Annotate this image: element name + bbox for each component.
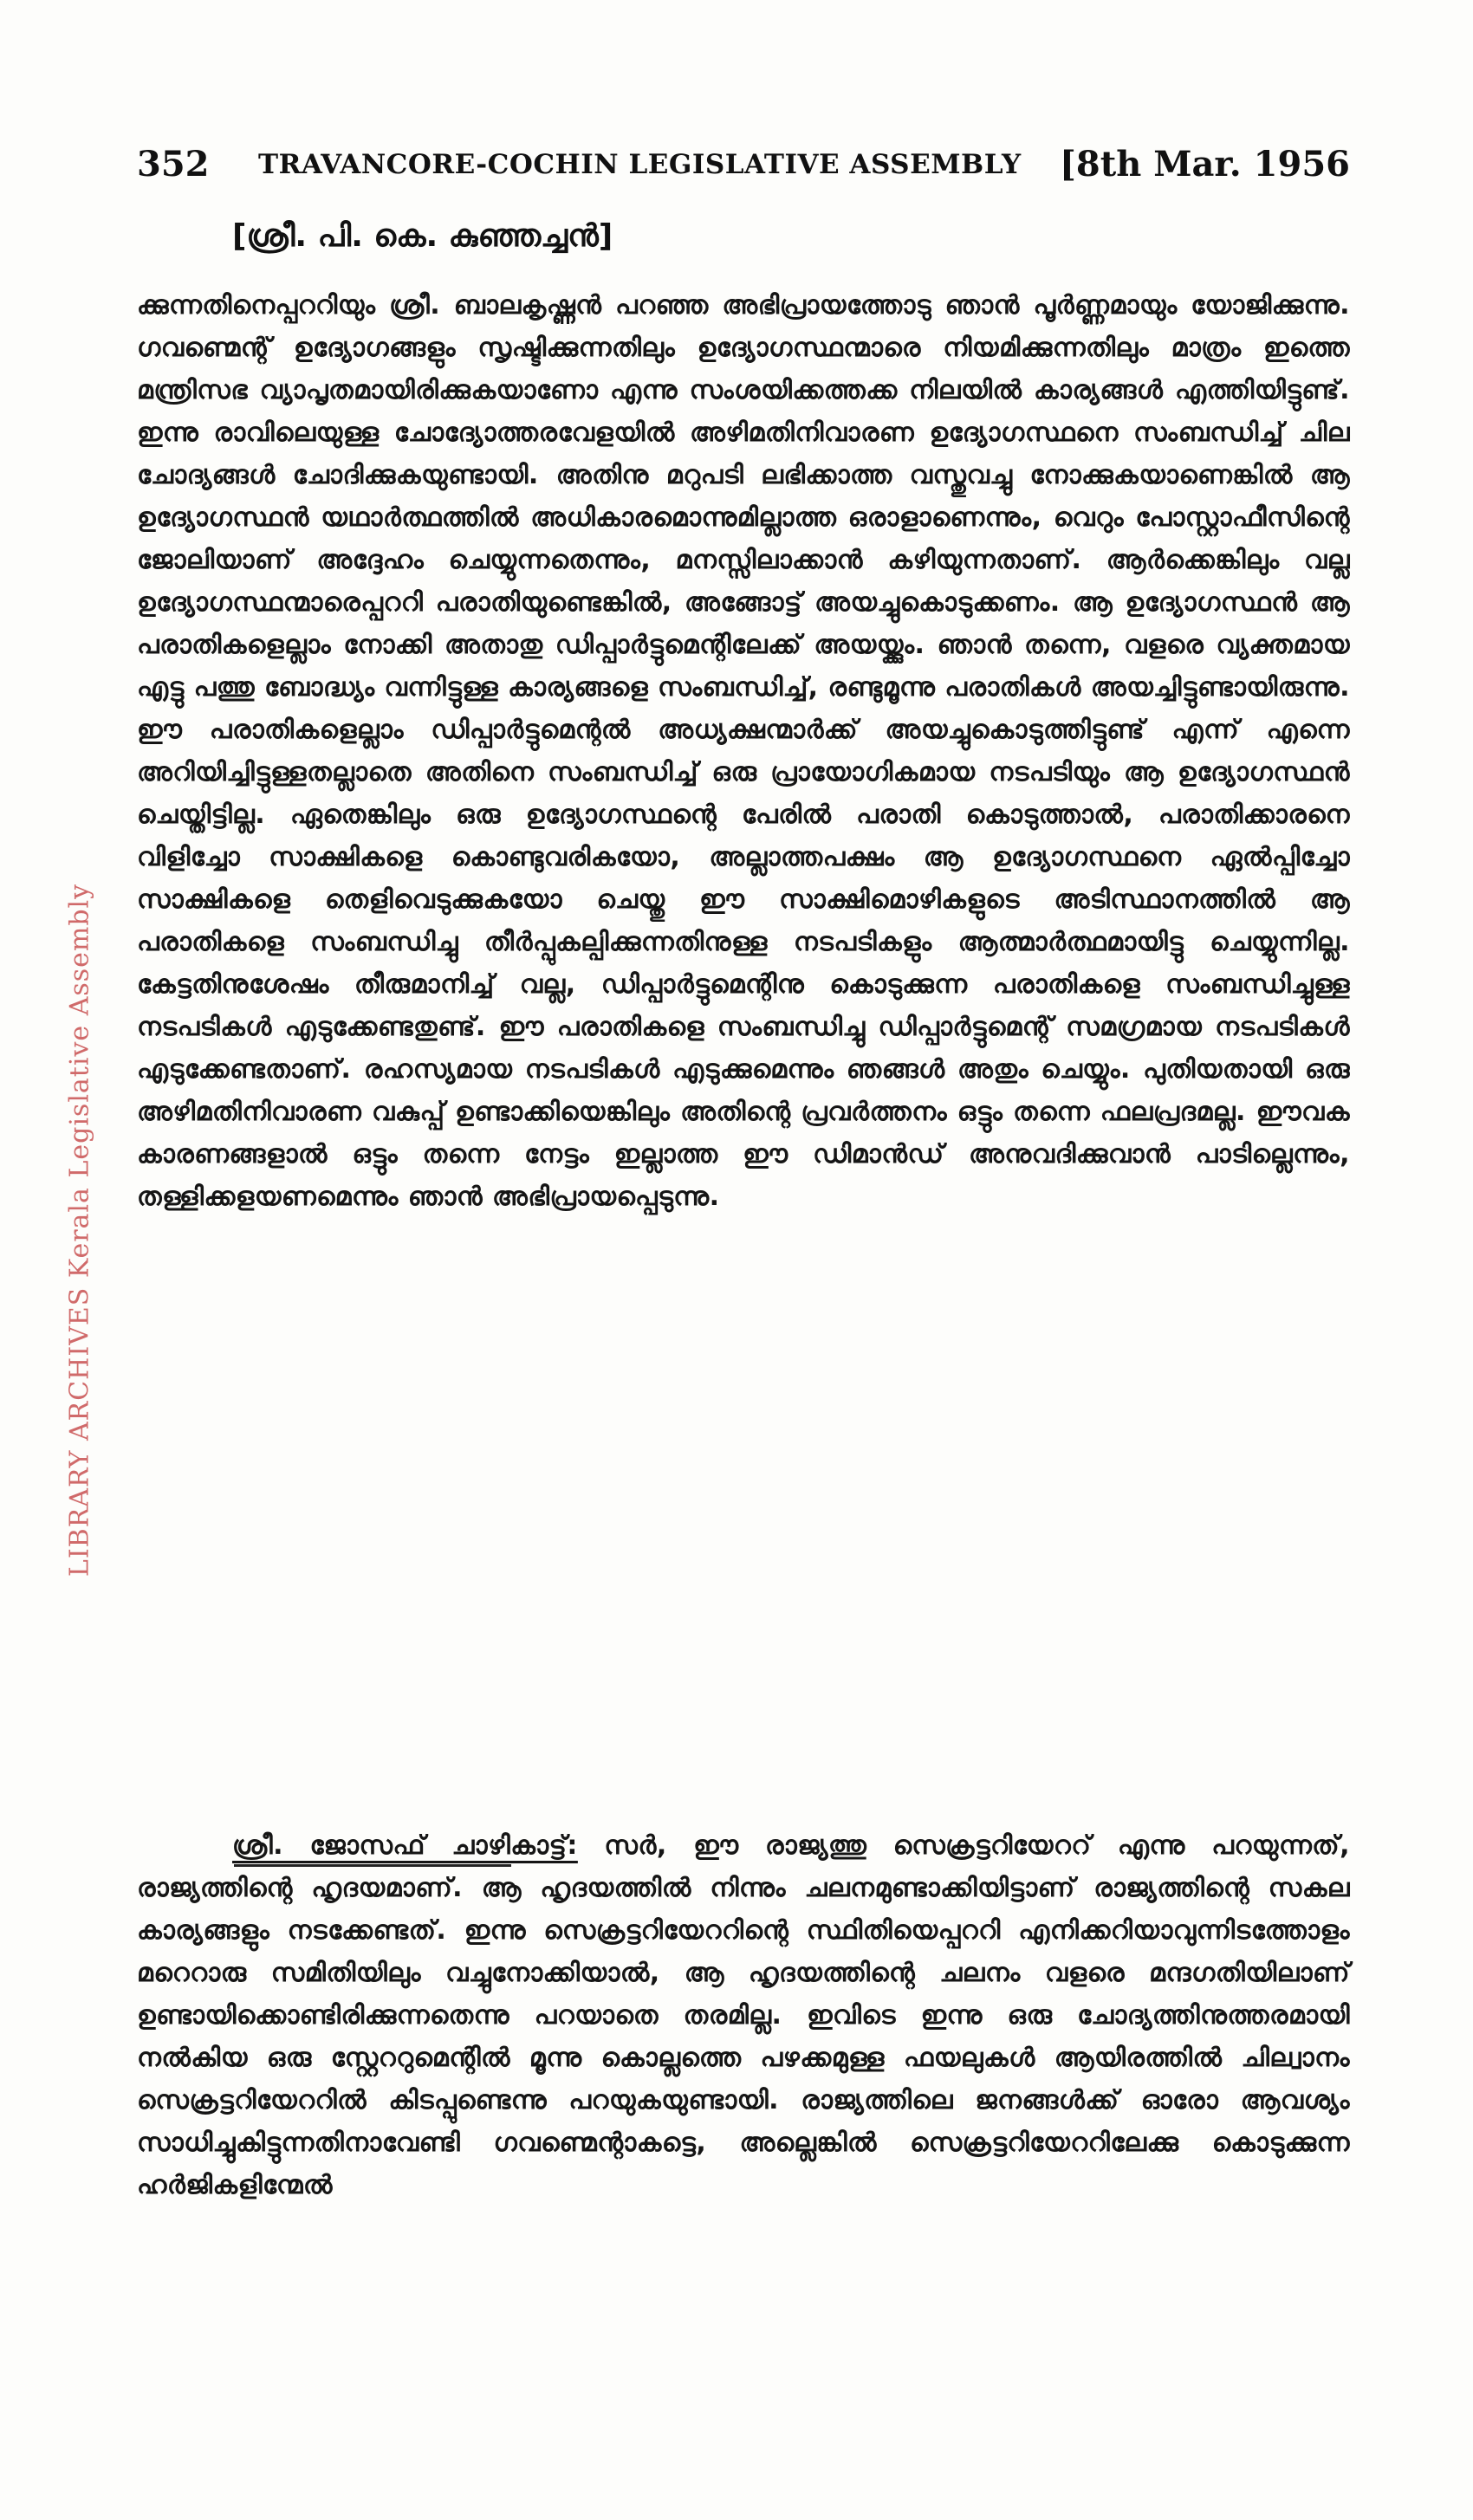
page-number: 352 bbox=[137, 144, 210, 185]
archive-watermark: LIBRARY ARCHIVES Kerala Legislative Assembly bbox=[64, 883, 95, 1577]
paragraph-2-text: സർ, ഈ രാജ്യത്തു സെക്രട്ടറിയേററ് എന്നു പറയുന്നത്, രാജ്യത്തിന്റെ ഹൃദയമാണ്. ആ ഹൃദയത്തിൽ നിന്നും ചലനമുണ്ടാക്കിയിട്ടാണ് രാജ്യത്തിന്റെ സകല കാര്യങ്ങളും നടക്കേണ്ടത്. ഇന്നു സെക്രട്ടറിയേററിന്റെ സ്ഥിതിയെപ്പററി എനിക്കറിയാവുന്നിടത്തോളം മറെറാരു സമിതിയിലും വച്ചുനോക്കിയാൽ, ആ ഹൃദയത്തിന്റെ ചലനം വളരെ മന്ദഗതിയിലാണ് ഉണ്ടായിക്കൊണ്ടിരിക്കുന്നതെന്നു പറയാതെ തരമില്ല. ഇവിടെ ഇന്നു ഒരു ചോദ്യത്തിനുത്തരമായി നൽകിയ ഒരു സ്റ്റേററുമെന്റിൽ മൂന്നു കൊല്ലത്തെ പഴക്കമുള്ള ഫയലുകൾ ആയിരത്തിൽ ചില്വാനം സെക്രട്ടറിയേററിൽ കിടപ്പുണ്ടെന്നു പറയുകയുണ്ടായി. രാജ്യത്തിലെ ജനങ്ങൾക്ക് ഓരോ ആവശ്യം സാധിച്ചുകിട്ടുന്നതിനാവേണ്ടി ഗവണ്മെന്റാകട്ടെ, അല്ലെങ്കിൽ സെക്രട്ടറിയേററിലേക്കു കൊടുക്കുന്ന ഹർജികളിന്മേൽ bbox=[137, 1830, 1350, 2200]
paragraph-2-speaker: ശ്രീ. ജോസഫ് ചാഴികാട്ട്: bbox=[232, 1830, 578, 1861]
paragraph-1: ക്കുന്നതിനെപ്പററിയും ശ്രീ. ബാലകൃഷ്ണൻ പറഞ്ഞ അഭിപ്രായത്തോടു ഞാൻ പൂർണ്ണമായും യോജിക്കുന്നു. ഗവണ്മെന്റ് ഉദ്യോഗങ്ങളും സൃഷ്ടിക്കുന്നതിലും ഉദ്യോഗസ്ഥന്മാരെ നിയമിക്കുന്നതിലും മാത്രം ഇത്തെ മന്ത്രിസഭ വ്യാപൃതമായിരിക്കുകയാണോ എന്നു സംശയിക്കത്തക്ക നിലയിൽ കാര്യങ്ങൾ എത്തിയിട്ടുണ്ട്. ഇന്നു രാവിലെയുള്ള ചോദ്യോത്തരവേളയിൽ അഴിമതിനിവാരണ ഉദ്യോഗസ്ഥനെ സംബന്ധിച്ച് ചില ചോദ്യങ്ങൾ ചോദിക്കുകയുണ്ടായി. അതിനു മറുപടി ലഭിക്കാത്ത വസ്തുവച്ചു നോക്കുകയാണെങ്കിൽ ആ ഉദ്യോഗസ്ഥൻ യഥാർത്ഥത്തിൽ അധികാരമൊന്നുമില്ലാത്ത ഒരാളാണെന്നും, വെറും പോസ്റ്റാഫീസിന്റെ ജോലിയാണ് അദ്ദേഹം ചെയ്യുന്നതെന്നും, മനസ്സിലാക്കാൻ കഴിയുന്നതാണ്. ആർക്കെങ്കിലും വല്ല ഉദ്യോഗസ്ഥന്മാരെപ്പററി പരാതിയുണ്ടെങ്കിൽ, അങ്ങോട്ട് അയച്ചുകൊടുക്കണം. ആ ഉദ്യോഗസ്ഥൻ ആ പരാതികളെല്ലാം നോക്കി അതാതു ഡിപ്പാർട്ടുമെന്റിലേക്ക് അയയ്ക്കും. ഞാൻ തന്നെ, വളരെ വ്യക്തമായ എട്ടു പത്തു ബോദ്ധ്യം വന്നിട്ടുള്ള കാര്യങ്ങളെ സംബന്ധിച്ച്, രണ്ടുമൂന്നു പരാതികൾ അയച്ചിട്ടുണ്ടായിരുന്നു. ഈ പരാതികളെല്ലാം ഡിപ്പാർട്ടുമെന്റൽ അധ്യക്ഷന്മാർക്ക് അയച്ചുകൊടുത്തിട്ടുണ്ട് എന്ന് എന്നെ അറിയിച്ചിട്ടുള്ളതല്ലാതെ അതിനെ സംബന്ധിച്ച് ഒരു പ്രായോഗികമായ നടപടിയും ആ ഉദ്യോഗസ്ഥൻ ചെയ്തിട്ടില്ല. ഏതെങ്കിലും ഒരു ഉദ്യോഗസ്ഥന്റെ പേരിൽ പരാതി കൊടുത്താൽ, പരാതിക്കാരനെ വിളിച്ചോ സാക്ഷികളെ കൊണ്ടുവരികയോ, അല്ലാത്തപക്ഷം ആ ഉദ്യോഗസ്ഥനെ ഏൽപ്പിച്ചോ സാക്ഷികളെ തെളിവെടുക്കുകയോ ചെയ്തു ഈ സാക്ഷിമൊഴികളുടെ അടിസ്ഥാനത്തിൽ ആ പരാതികളെ സംബന്ധിച്ചു തീർപ്പുകല്പിക്കുന്നതിനുള്ള നടപടികളും ആത്മാർത്ഥമായിട്ടു ചെയ്യുന്നില്ല. കേട്ടതിനുശേഷം തീരുമാനിച്ച് വല്ല, ഡിപ്പാർട്ടുമെന്റിനു കൊടുക്കുന്ന പരാതികളെ സംബന്ധിച്ചുള്ള നടപടികൾ എടുക്കേണ്ടതുണ്ട്. ഈ പരാതികളെ സംബന്ധിച്ചു ഡിപ്പാർട്ടുമെന്റ് സമഗ്രമായ നടപടികൾ എടുക്കേണ്ടതാണ്. രഹസ്യമായ നടപടികൾ എടുക്കുമെന്നും ഞങ്ങൾ അതും ചെയ്യും. പുതിയതായി ഒരു അഴിമതിനിവാരണ വകുപ്പ് ഉണ്ടാക്കിയെങ്കിലും അതിന്റെ പ്രവർത്തനം ഒട്ടും തന്നെ ഫലപ്രദമല്ല. ഈവക കാരണങ്ങളാൽ ഒട്ടും തന്നെ നേട്ടം ഇല്ലാത്ത ഈ ഡിമാൻഡ് അനുവദിക്കുവാൻ പാടില്ലെന്നും, തള്ളിക്കളയണമെന്നും ഞാൻ അഭിപ്രായപ്പെടുന്നു. bbox=[137, 290, 1351, 1212]
speaker-tag: [ശ്രീ. പി. കെ. കുഞ്ഞച്ചൻ] bbox=[232, 218, 613, 254]
running-head-title: TRAVANCORE-COCHIN LEGISLATIVE ASSEMBLY bbox=[258, 149, 1022, 180]
running-head bbox=[137, 142, 1350, 185]
paragraph-2 bbox=[137, 1824, 1350, 2483]
running-head-date: [8th Mar. 1956 bbox=[1059, 144, 1350, 185]
